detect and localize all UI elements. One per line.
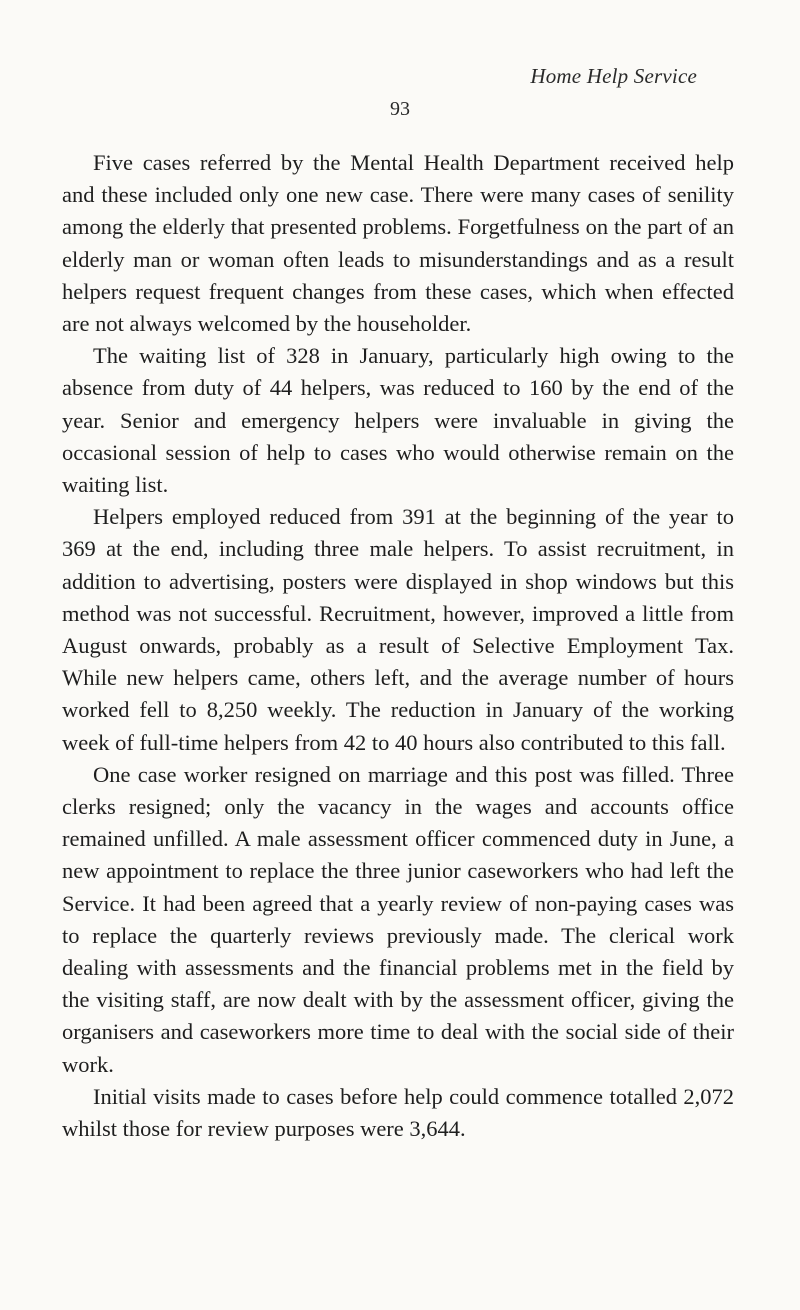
paragraph: One case worker resigned on marriage and this post was filled. Three clerks resigned; only the vacancy in the wages and accounts office remained unfilled. A male assessment officer commenced duty in June, a new appointment to replace the three junior caseworkers who had left the Service. It had been agreed that a yearly review of non-paying cases was to replace the quarterly reviews previously made. The clerical work dealing with assessments and the financial problems met in the field by the visiting staff, are now dealt with by the assessment officer, giving the organisers and caseworkers more time to deal with the social side of their work. [62, 761, 734, 1077]
running-head: Home Help Service [530, 64, 697, 88]
paragraph: The waiting list of 328 in January, particularly high owing to the absence from duty of 44 helpers, was reduced to 160 by the end of the year. Senior and emergency helpers were invaluable in giving the occasional session of help to cases who would otherwise remain on the waiting list. [62, 343, 734, 498]
paragraph: Initial visits made to cases before help could commence totalled 2,072 whilst those for review purposes were 3,644. [62, 1083, 734, 1142]
paragraph: Five cases referred by the Mental Health Department received help and these included only one new case. There were many cases of senility among the elderly that presented problems. Forgetfulness on the part of an elderly man or woman often leads to misunderstandings and as a result helpers request frequent changes from these cases, which when effected are not always welcomed by the householder. [62, 150, 734, 337]
paragraph: Helpers employed reduced from 391 at the beginning of the year to 369 at the end, including three male helpers. To assist recruitment, in addition to advertising, posters were displayed in shop windows but this method was not successful. Recruitment, however, improved a little from August onwards, probably as a result of Selective Employment Tax. While new helpers came, others left, and the average number of hours worked fell to 8,250 weekly. The reduction in January of the working week of full-time helpers from 42 to 40 hours also contributed to this fall. [62, 504, 734, 755]
page-number: 93 [390, 98, 410, 120]
body-text [62, 147, 734, 1145]
